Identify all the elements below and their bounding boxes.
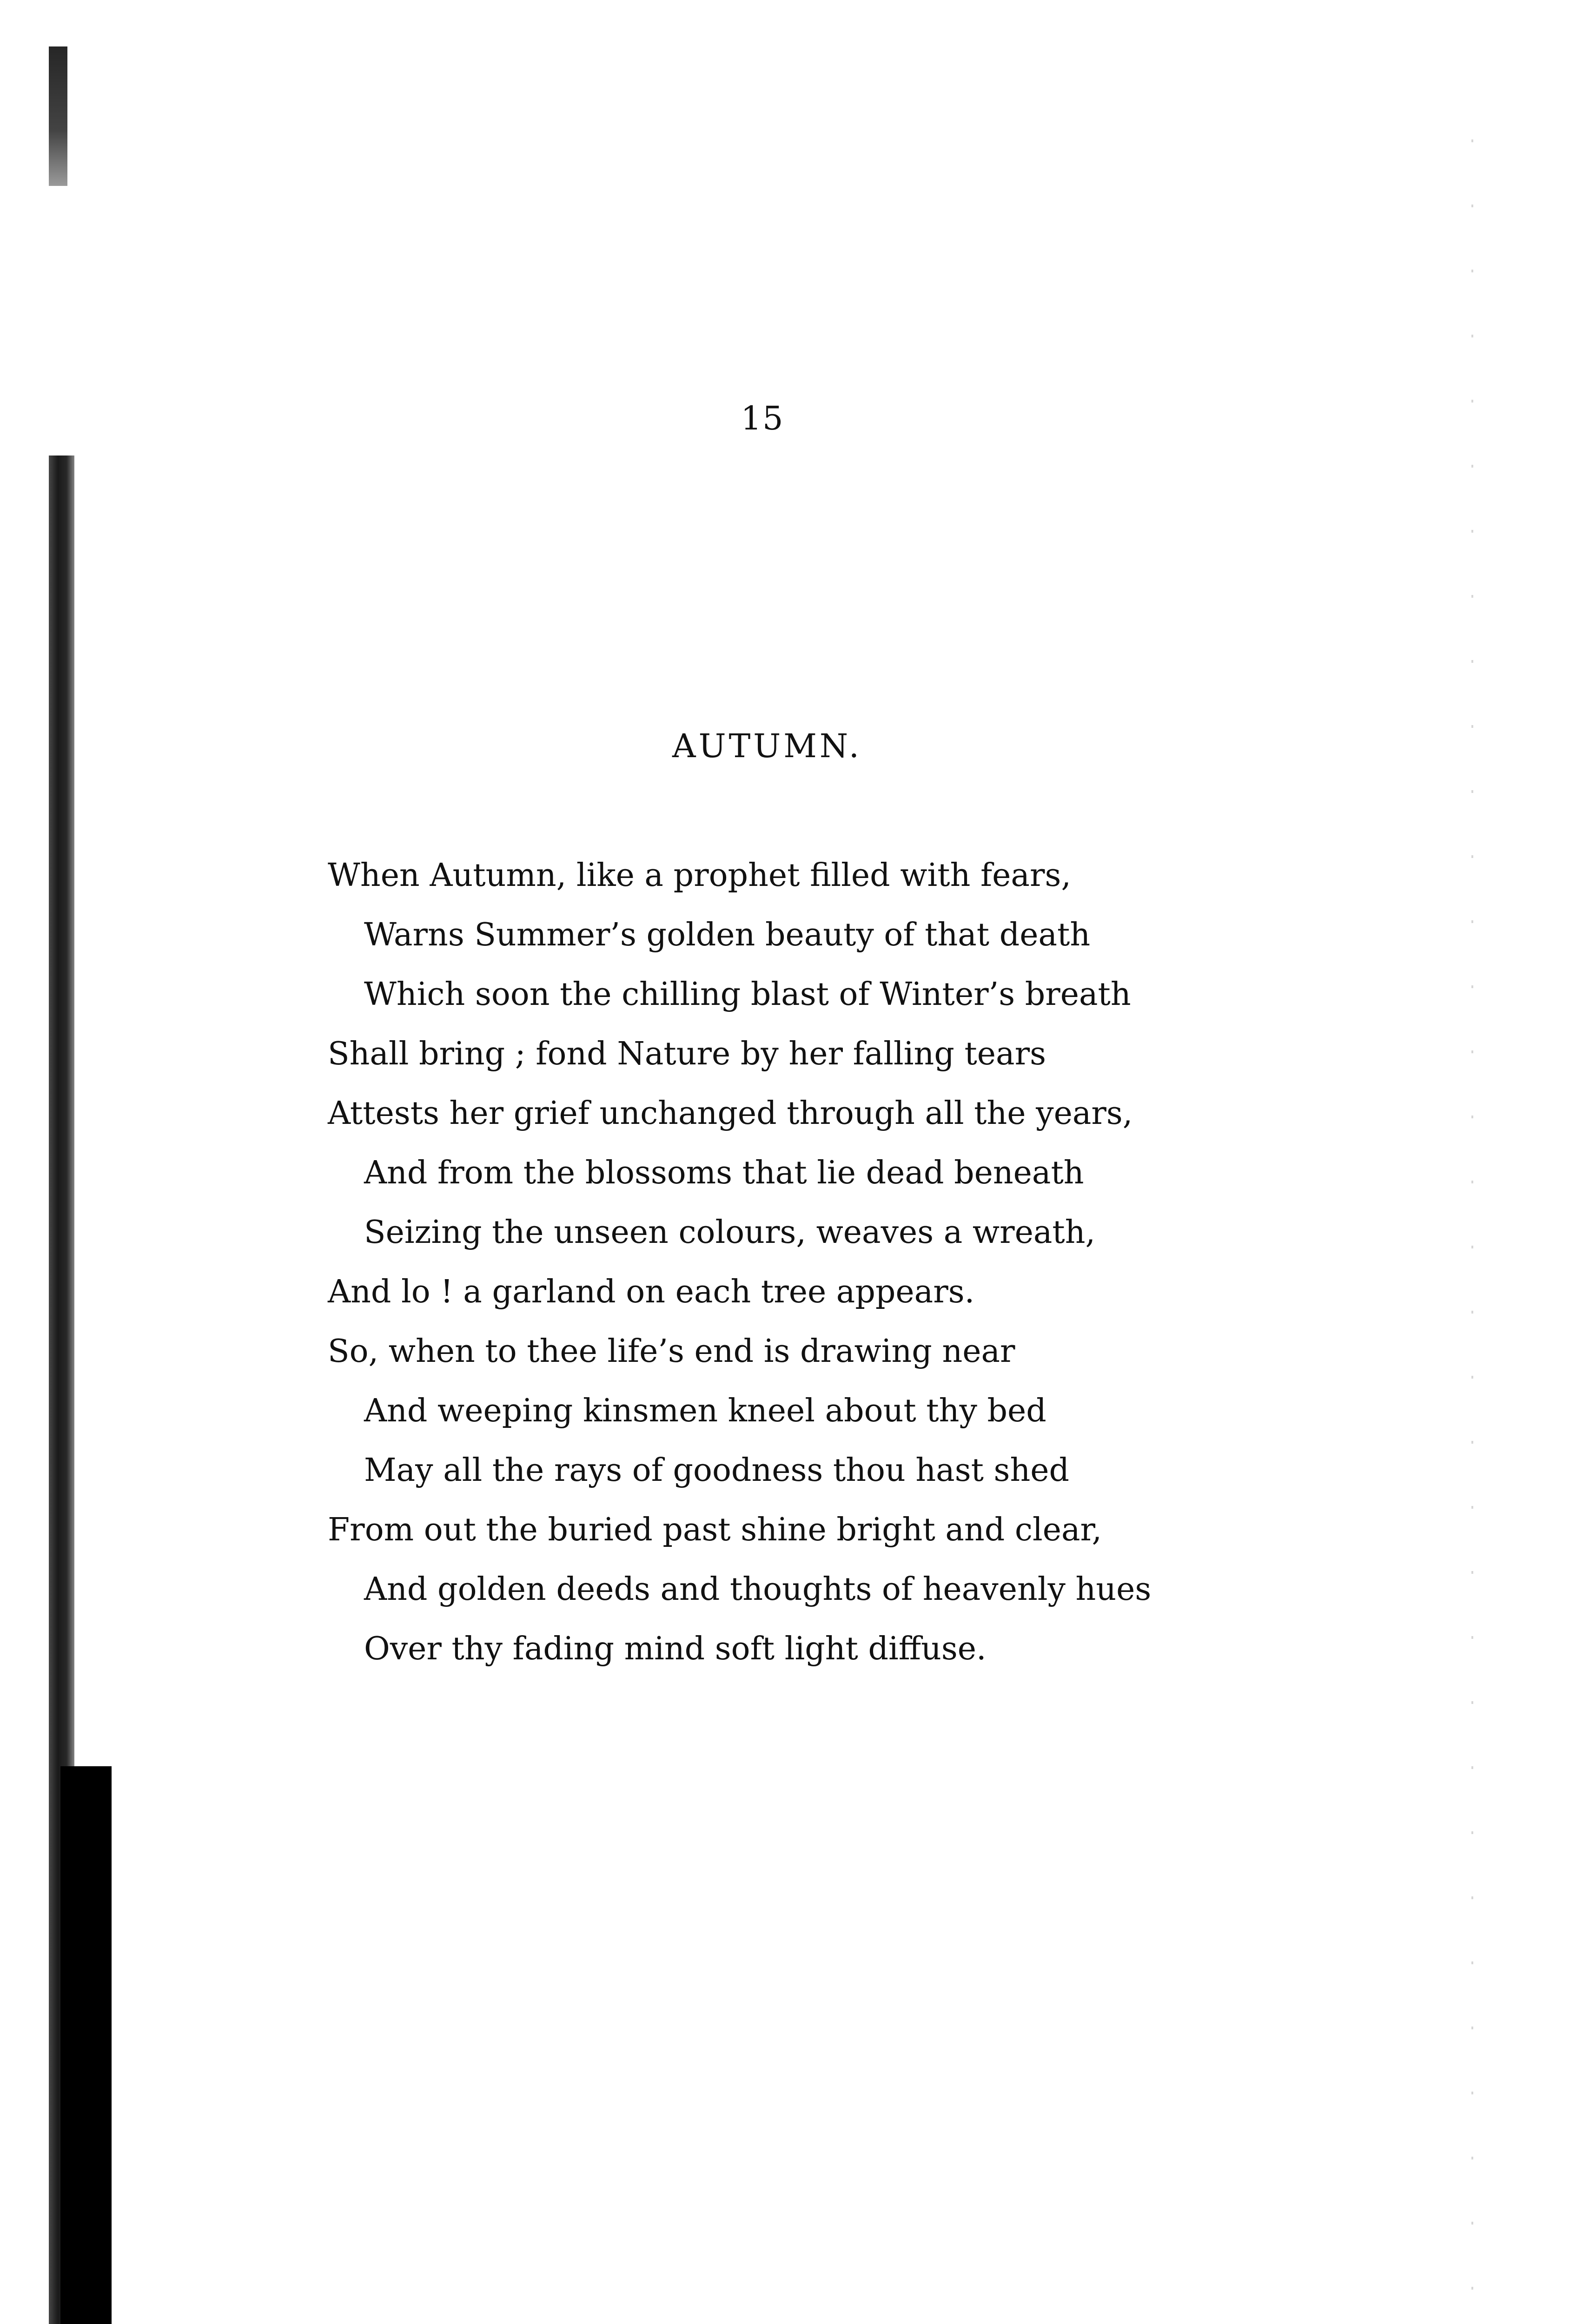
poem-title: AUTUMN. bbox=[672, 727, 862, 765]
poem-line: And weeping kinsmen kneel about thy bed bbox=[364, 1393, 1046, 1429]
poem-line: Which soon the chilling blast of Winter’s breath bbox=[364, 976, 1131, 1013]
poem-line: Warns Summer’s golden beauty of that death bbox=[364, 917, 1091, 953]
poem-line: So, when to thee life’s end is drawing near bbox=[328, 1333, 1015, 1370]
poem-line: Seizing the unseen colours, weaves a wreath, bbox=[364, 1214, 1096, 1251]
poem-line: From out the buried past shine bright and clear, bbox=[328, 1512, 1102, 1548]
poem-line: And lo ! a garland on each tree appears. bbox=[328, 1274, 975, 1310]
poem-line: May all the rays of goodness thou hast shed bbox=[364, 1452, 1070, 1489]
poem-line: When Autumn, like a prophet filled with fears, bbox=[328, 857, 1071, 894]
page-edge-speckle bbox=[1471, 139, 1473, 2324]
poem-line: And golden deeds and thoughts of heavenly hues bbox=[364, 1571, 1152, 1608]
binding-shadow-top bbox=[49, 46, 67, 186]
poem-line: Attests her grief unchanged through all the years, bbox=[328, 1095, 1133, 1132]
poem-body bbox=[328, 846, 1304, 1679]
poem-line: Shall bring ; fond Nature by her falling tears bbox=[328, 1036, 1046, 1072]
page-number: 15 bbox=[741, 399, 784, 437]
poem-line: Over thy fading mind soft light diffuse. bbox=[364, 1631, 987, 1667]
binding-shadow-bottom bbox=[60, 1766, 112, 2324]
poem-line: And from the blossoms that lie dead beneath bbox=[364, 1155, 1084, 1191]
